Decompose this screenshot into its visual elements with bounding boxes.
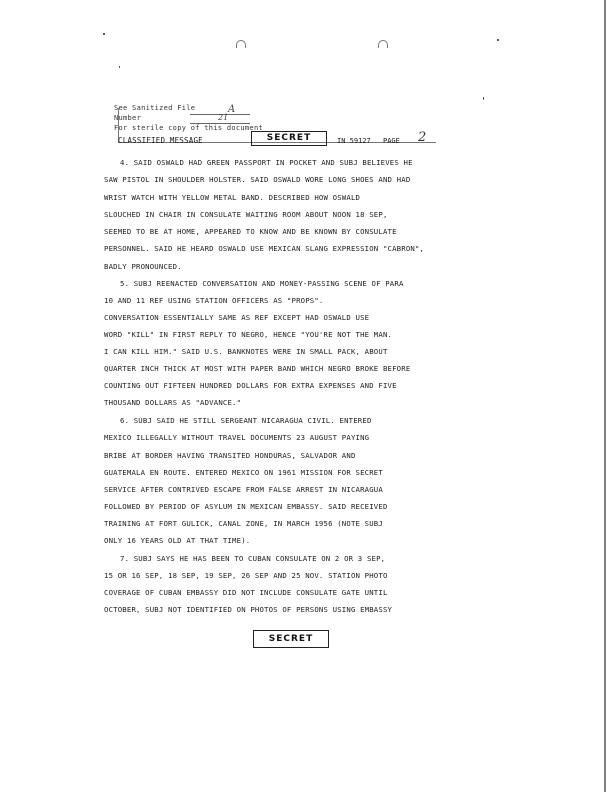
body-line: 5. SUBJ REENACTED CONVERSATION AND MONEY-PASSING SCENE OF PARA bbox=[120, 279, 404, 288]
scan-speck bbox=[483, 97, 484, 100]
body-line: PERSONNEL. SAID HE HEARD OSWALD USE MEXICAN SLANG EXPRESSION "CABRON", bbox=[104, 244, 425, 253]
body-line: FOLLOWED BY PERIOD OF ASYLUM IN MEXICAN EMBASSY. SAID RECEIVED bbox=[104, 502, 388, 511]
body-line: SAW PISTOL IN SHOULDER HOLSTER. SAID OSWALD WORE LONG SHOES AND HAD bbox=[104, 175, 411, 184]
body-line: BADLY PRONOUNCED. bbox=[104, 262, 182, 271]
in-number-value: 59127 bbox=[349, 137, 371, 145]
body-line: COVERAGE OF CUBAN EMBASSY DID NOT INCLUDE CONSULATE GATE UNTIL bbox=[104, 588, 388, 597]
body-line: MEXICO ILLEGALLY WITHOUT TRAVEL DOCUMENTS 23 AUGUST PAYING bbox=[104, 433, 370, 442]
body-line: SLOUCHED IN CHAIR IN CONSULATE WAITING ROOM ABOUT NOON 18 SEP, bbox=[104, 210, 388, 219]
body-line: OCTOBER, SUBJ NOT IDENTIFIED ON PHOTOS OF PERSONS USING EMBASSY bbox=[104, 605, 393, 614]
sterile-copy-label: For sterile copy of this document bbox=[114, 124, 263, 132]
classification-stamp-top: SECRET bbox=[251, 131, 327, 146]
body-line: QUARTER INCH THICK AT MOST WITH PAPER BAND WHICH NEGRO BROKE BEFORE bbox=[104, 364, 411, 373]
page-label: PAGE bbox=[383, 137, 400, 145]
body-line: SERVICE AFTER CONTRIVED ESCAPE FROM FALSE ARREST IN NICARAGUA bbox=[104, 485, 383, 494]
body-line: TRAINING AT FORT GULICK, CANAL ZONE, IN MARCH 1956 (NOTE SUBJ bbox=[104, 519, 383, 528]
body-line: COUNTING OUT FIFTEEN HUNDRED DOLLARS FOR EXTRA EXPENSES AND FIVE bbox=[104, 381, 397, 390]
body-line: GUATEMALA EN ROUTE. ENTERED MEXICO ON 1961 MISSION FOR SECRET bbox=[104, 468, 383, 477]
in-number bbox=[337, 137, 371, 145]
scan-speck bbox=[119, 66, 120, 68]
in-label: IN bbox=[337, 137, 346, 145]
body-line: 7. SUBJ SAYS HE HAS BEEN TO CUBAN CONSULATE ON 2 OR 3 SEP, bbox=[120, 554, 386, 563]
body-line: I CAN KILL HIM." SAID U.S. BANKNOTES WERE IN SMALL PACK, ABOUT bbox=[104, 347, 388, 356]
page-number: 2 bbox=[418, 130, 427, 145]
number-label: Number bbox=[114, 114, 142, 122]
body-line: SEEMED TO BE AT HOME, APPEARED TO KNOW AND BE KNOWN BY CONSULATE bbox=[104, 227, 397, 236]
body-line: BRIBE AT BORDER HAVING TRANSITED HONDURAS, SALVADOR AND bbox=[104, 451, 356, 460]
classified-message-title: CLASSIFIED MESSAGE bbox=[118, 136, 203, 145]
punch-hole-mark bbox=[378, 40, 388, 48]
number-value: 21 bbox=[218, 113, 229, 122]
scan-speck bbox=[103, 33, 105, 35]
body-line: THOUSAND DOLLARS AS "ADVANCE." bbox=[104, 398, 242, 407]
classification-stamp-bottom: SECRET bbox=[253, 630, 329, 648]
body-line: 10 AND 11 REF USING STATION OFFICERS AS "PROPS". bbox=[104, 296, 324, 305]
body-line: 6. SUBJ SAID HE STILL SERGEANT NICARAGUA CIVIL. ENTERED bbox=[120, 416, 372, 425]
scan-edge bbox=[604, 0, 606, 792]
scan-speck bbox=[497, 39, 499, 41]
body-line: WORD "KILL" IN FIRST REPLY TO NEGRO, HENCE "YOU'RE NOT THE MAN. bbox=[104, 330, 393, 339]
see-sanitized-file-value: A bbox=[228, 104, 236, 115]
punch-hole-mark bbox=[236, 40, 246, 48]
body-line: ONLY 16 YEARS OLD AT THAT TIME). bbox=[104, 536, 251, 545]
body-line: CONVERSATION ESSENTIALLY SAME AS REF EXCEPT HAD OSWALD USE bbox=[104, 313, 370, 322]
body-line: WRIST WATCH WITH YELLOW METAL BAND. DESCRIBED HOW OSWALD bbox=[104, 193, 361, 202]
body-line: 4. SAID OSWALD HAD GREEN PASSPORT IN POCKET AND SUBJ BELIEVES HE bbox=[120, 158, 413, 167]
see-sanitized-file-label: See Sanitized File bbox=[114, 104, 196, 112]
body-line: 15 OR 16 SEP, 18 SEP, 19 SEP, 26 SEP AND 25 NOV. STATION PHOTO bbox=[104, 571, 388, 580]
